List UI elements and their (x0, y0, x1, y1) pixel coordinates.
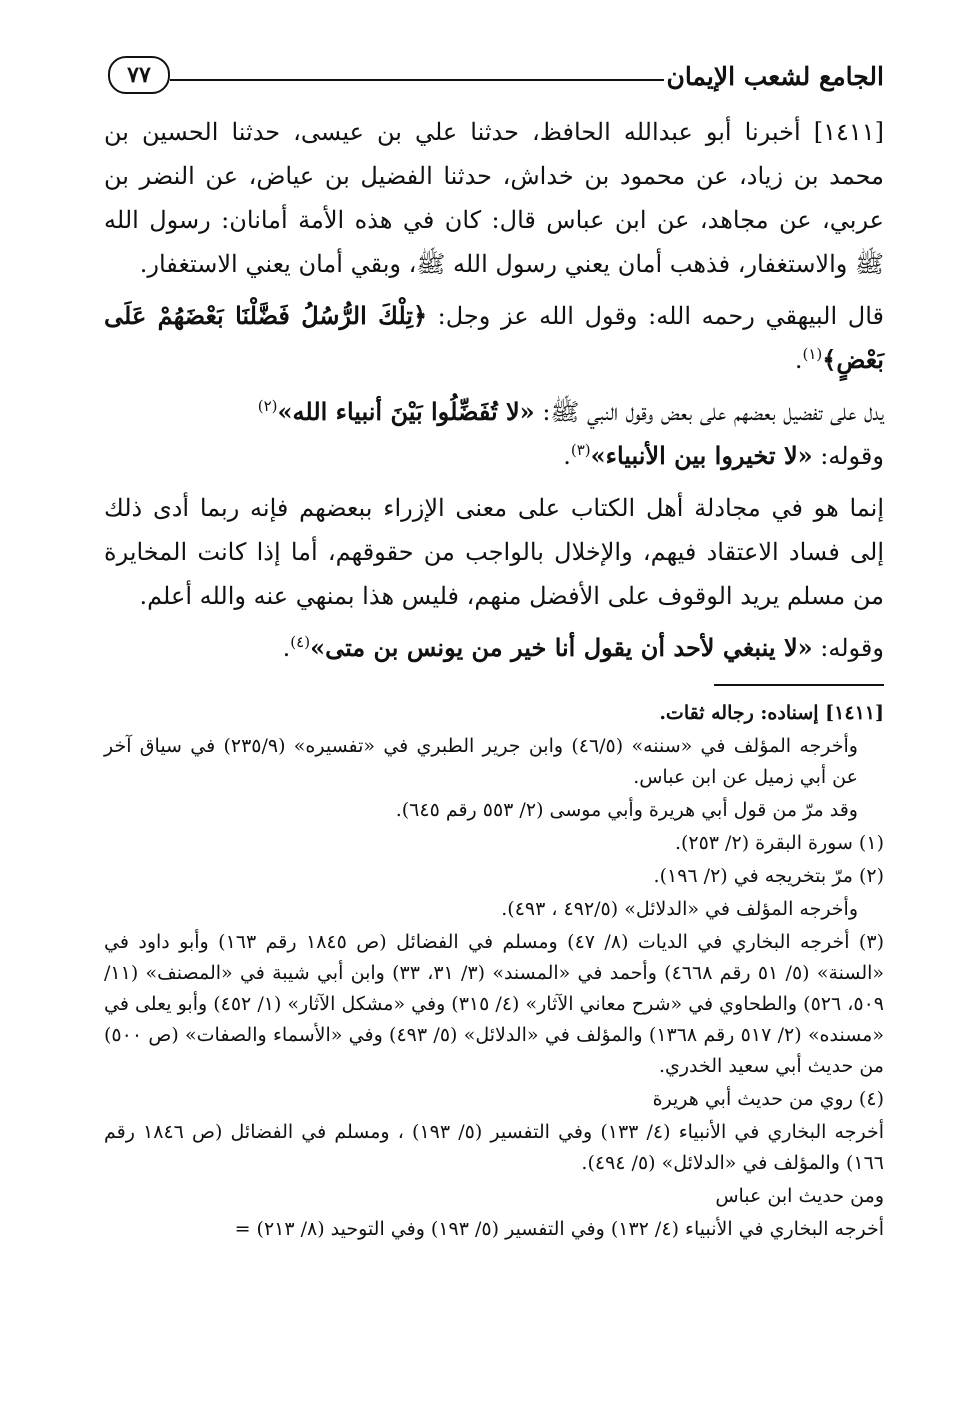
footnote-4: (٤) روي من حديث أبي هريرة (652, 1088, 884, 1110)
quran-quote: ﴿تِلْكَ الرُّسُلُ فَضَّلْنَا بَعْضَهُمْ عَلَى بَعْضٍ﴾ (104, 301, 884, 374)
bayhaqi-end: . (794, 346, 803, 374)
innama-paragraph: إنما هو في مجادلة أهل الكتاب على معنى الإزراء ببعضهم فإنه ربما أدى ذلك إلى فساد الاعتقاد فيهم، والإخلال بالواجب من حقوقهم، أما إذا كانت المخايرة من مسلم يريد الوقوف على الأفضل منهم، فليس هذا بمنهي عنه والله أعلم. (104, 494, 884, 610)
footnote-4-c: ومن حديث ابن عباس (715, 1185, 884, 1207)
running-title: الجامع لشعب الإيمان (666, 62, 884, 91)
main-text (104, 110, 884, 670)
book-page (104, 48, 884, 1388)
yunus-end: . (282, 634, 291, 662)
bayhaqi-paragraph (104, 294, 884, 382)
hadith-1411-paragraph: [١٤١١] أخبرنا أبو عبدالله الحافظ، حدثنا علي بن عيسى، حدثنا الحسين بن محمد بن زياد، عن محمود بن خداش، حدثنا الفضيل بن عياض، عن النضر بن عربي، عن مجاهد، عن ابن عباس قال: كان في هذه الأمة أمانان: رسول الله ﷺ والاستغفار، فذهب أمان يعني رسول الله ﷺ، وبقي أمان يعني الاستغفار. (104, 118, 885, 278)
footnote-separator (714, 684, 884, 686)
yunus-intro: وقوله: (812, 634, 884, 662)
bayhaqi-intro: قال البيهقي رحمه الله: وقول الله عز وجل: (427, 302, 884, 330)
footnotes (104, 698, 884, 1245)
footnote-1411-a: وأخرجه المؤلف في «سننه» (٤٦/٥) وابن جرير الطبري في «تفسيره» (٢٣٥/٩) في سياق آخر عن أبي زميل عن ابن عباس. (104, 735, 858, 788)
hadith-quote-yunus: «لا ينبغي لأحد أن يقول أنا خير من يونس بن متى» (310, 633, 813, 662)
footnote-isnad: [١٤١١] إسناده: رجاله ثقات. (659, 702, 884, 724)
footnote-4-b: أخرجه البخاري في الأنبياء (٤/ ١٣٣) وفي التفسير (٥/ ١٩٣) ، ومسلم في الفضائل (ص ١٨٤٦ رقم ١٦٦) والمؤلف في «الدلائل» (٥/ ٤٩٤). (104, 1121, 884, 1174)
hadith-quote-takhyir: «لا تخيروا بين الأنبياء» (590, 441, 813, 470)
footnote-ref-4: (٤) (290, 633, 311, 651)
footnote-3: (٣) أخرجه البخاري في الديات (٨/ ٤٧) ومسلم في الفضائل (ص ١٨٤٥ رقم ١٦٣) وأبو داود في «السنة» (٥/ ٥١ رقم ٤٦٦٨) وأحمد في «المسند» (٣/ ٣١، ٣٣) وابن أبي شيبة في «المصنف» (١١/ ٥٠٩، ٥٢٦) والطحاوي في «شرح معاني الآثار» (٤/ ٣١٥) وفي «مشكل الآثار» (١/ ٤٥٢) وأبو يعلى في «مسنده» (٢/ ٥١٧ رقم ١٣٦٨) والمؤلف في «الدلائل» (٥/ ٤٩٣) وفي «الأسماء والصفات» (ص ٥٠٠) من حديث أبي سعيد الخدري. (104, 931, 885, 1077)
footnote-1411-b: وقد مرّ من قول أبي هريرة وأبي موسى (٢/ ٥٥٣ رقم ٦٤٥). (395, 799, 858, 821)
page-number: ٧٧ (108, 56, 170, 94)
yunus-paragraph (104, 626, 884, 670)
footnote-ref-1: (١) (802, 345, 823, 363)
tafdil-paragraph (104, 390, 884, 478)
tafdil-end: . (563, 442, 571, 470)
header-rule (170, 79, 664, 81)
hadith-quote-tafdil: «لا تُفَضِّلُوا بَيْنَ أنبياء الله» (277, 397, 535, 426)
footnote-2: (٢) مرّ بتخريجه في (٢/ ١٩٦). (653, 865, 884, 887)
footnote-4-d: أخرجه البخاري في الأنبياء (٤/ ١٣٢) وفي التفسير (٥/ ١٩٣) وفي التوحيد (٨/ ٢١٣) = (234, 1218, 884, 1240)
footnote-1: (١) سورة البقرة (٢/ ٢٥٣). (674, 832, 884, 854)
footnote-ref-2: (٢) (257, 397, 278, 415)
page-header (104, 48, 884, 110)
footnote-2-b: وأخرجه المؤلف في «الدلائل» (٤٩٢/٥ ، ٤٩٣). (501, 898, 858, 920)
tafdil-second-intro: وقوله: (812, 442, 884, 470)
tafdil-intro: يدل على تفضيل بعضهم على بعض وقول النبي ﷺ: (534, 398, 884, 426)
footnote-ref-3: (٣) (570, 441, 591, 459)
